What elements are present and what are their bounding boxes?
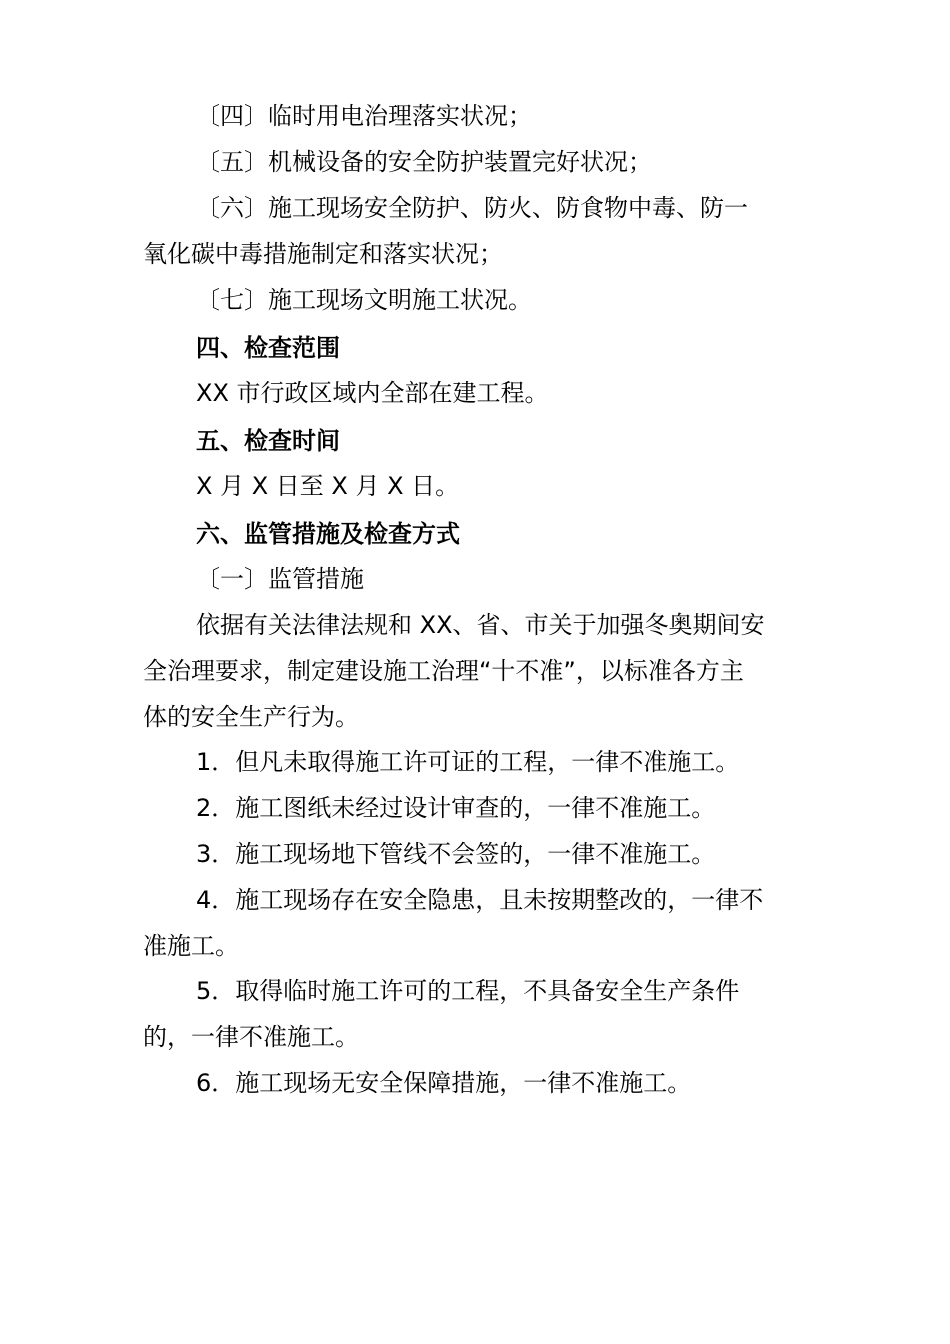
section-heading-scope: 四、检查范围	[196, 334, 340, 362]
rule-4-line2: 准施工。	[143, 932, 239, 960]
rule-1: 1．但凡未取得施工许可证的工程，一律不准施工。	[196, 748, 740, 776]
time-text: X 月 X 日至 X 月 X 日。	[196, 472, 460, 500]
measures-paragraph-line3: 体的安全生产行为。	[143, 703, 359, 731]
rule-3: 3．施工现场地下管线不会签的，一律不准施工。	[196, 840, 716, 868]
rule-5-line1: 5．取得临时施工许可的工程，不具备安全生产条件	[196, 977, 740, 1005]
rule-4-line1: 4．施工现场存在安全隐患，且未按期整改的，一律不	[196, 886, 764, 914]
subheading-measures: 〔一〕监管措施	[196, 565, 364, 593]
scope-text: XX 市行政区域内全部在建工程。	[196, 379, 549, 407]
item-6-protection-line1: 〔六〕施工现场安全防护、防火、防食物中毒、防一	[196, 194, 748, 222]
measures-paragraph-line1: 依据有关法律法规和 XX、省、市关于加强冬奥期间安	[196, 611, 765, 639]
item-4-electricity: 〔四〕临时用电治理落实状况；	[196, 102, 532, 130]
item-6-protection-line2: 氧化碳中毒措施制定和落实状况；	[143, 240, 503, 268]
rule-2: 2．施工图纸未经过设计审查的，一律不准施工。	[196, 794, 716, 822]
section-heading-measures: 六、监管措施及检查方式	[196, 520, 460, 548]
item-5-machinery: 〔五〕机械设备的安全防护装置完好状况；	[196, 148, 652, 176]
rule-5-line2: 的，一律不准施工。	[143, 1023, 359, 1051]
measures-paragraph-line2: 全治理要求，制定建设施工治理“十不准”，以标准各方主	[143, 657, 744, 685]
item-7-civilized-construction: 〔七〕施工现场文明施工状况。	[196, 286, 532, 314]
rule-6: 6．施工现场无安全保障措施，一律不准施工。	[196, 1069, 692, 1097]
section-heading-time: 五、检查时间	[196, 427, 340, 455]
